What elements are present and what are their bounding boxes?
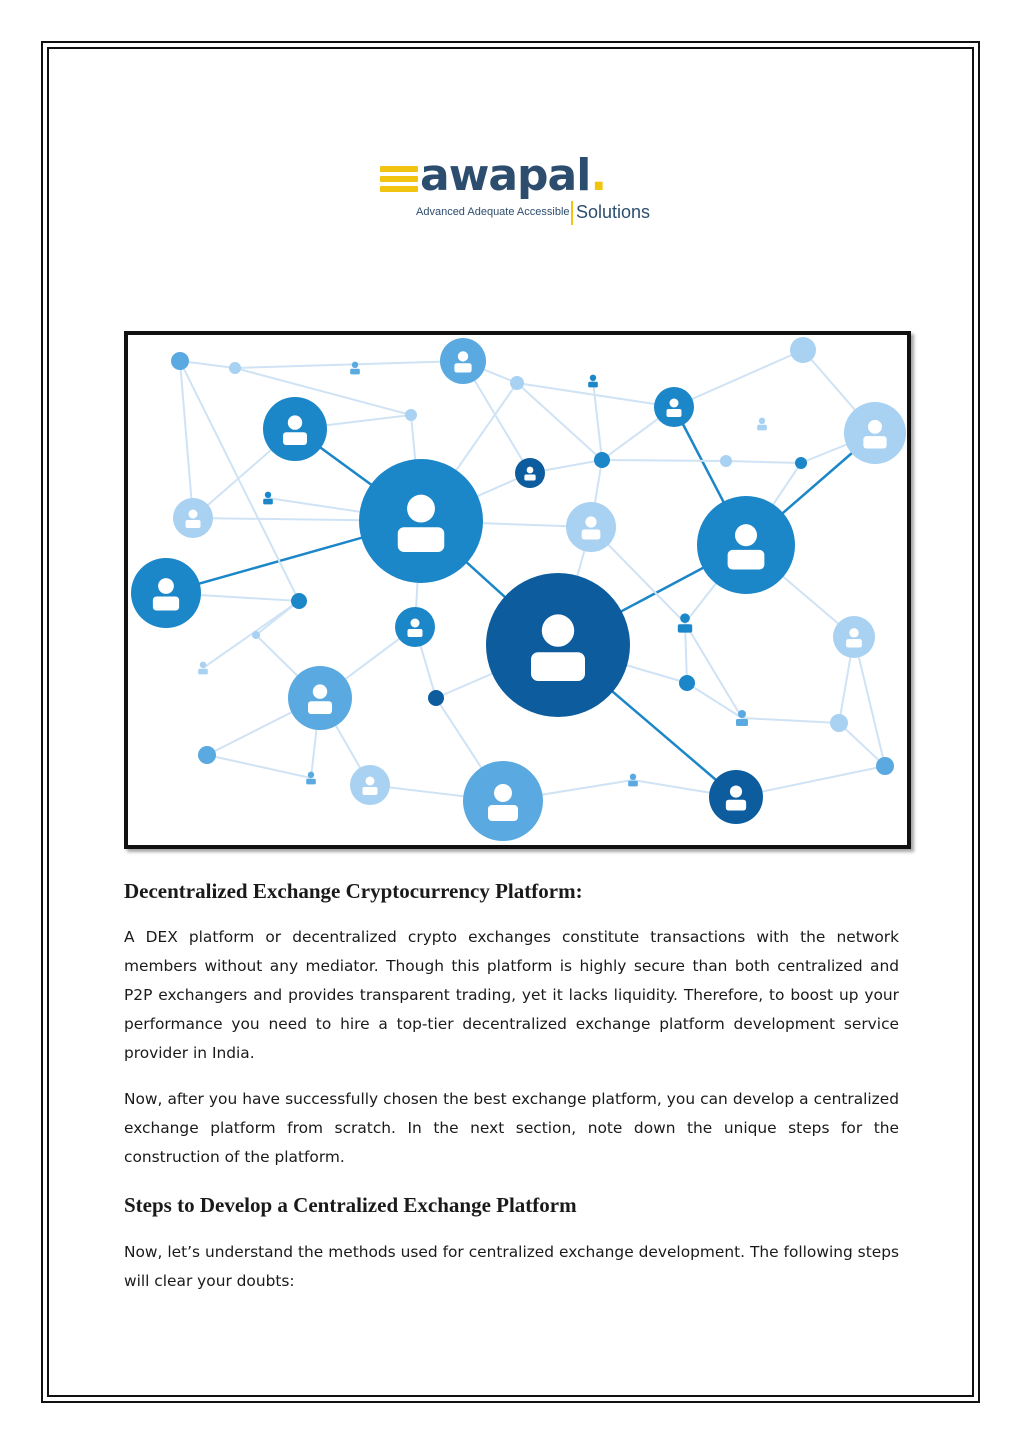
network-dot [405, 409, 417, 421]
network-link [839, 723, 885, 766]
person-head-icon [670, 399, 679, 408]
logo-separator [571, 201, 573, 225]
network-dot [720, 455, 732, 467]
paragraph-steps-intro: Now, let’s understand the methods used for centralized exchange development. The following steps will clear your doubts: [124, 1243, 899, 1290]
small-person-body-icon [263, 499, 273, 505]
network-dot [876, 757, 894, 775]
person-head-icon [458, 351, 468, 361]
person-body-icon [728, 550, 765, 570]
network-link [180, 361, 299, 601]
network-link [602, 460, 726, 461]
person-head-icon [849, 628, 858, 637]
network-link [674, 350, 803, 407]
network-dot [790, 337, 816, 363]
person-head-icon [585, 516, 596, 527]
paragraph-dex-next: Now, after you have successfully chosen the best exchange platform, you can develop a centralized exchange platform from scratch. In the next section, note down the unique steps for the construction of the platform. [124, 1090, 899, 1166]
person-head-icon [158, 578, 174, 594]
person-body-icon [408, 629, 423, 637]
person-body-icon [846, 639, 862, 647]
small-person-head-icon [590, 375, 596, 381]
network-link [207, 755, 311, 778]
person-head-icon [407, 495, 435, 523]
small-person-head-icon [738, 710, 746, 718]
small-person-body-icon [678, 624, 692, 632]
person-body-icon [283, 432, 307, 445]
person-body-icon [488, 805, 518, 821]
company-logo [380, 150, 651, 228]
logo-tagline: Advanced Adequate Accessible [416, 206, 570, 218]
person-body-icon [153, 597, 179, 611]
paragraph-dex-intro: A DEX platform or decentralized crypto exchanges constitute transactions with the network members without any mediator. Though this platform is highly secure than both centralized and P2P exchangers and provides transparent trading, yet it lacks liquidity. Therefore, to boost up your performance you need to hire a top-tier decentralized exchange platform development service provider in India. [124, 928, 899, 1062]
person-body-icon [531, 652, 585, 681]
network-dot [229, 362, 241, 374]
small-person-head-icon [759, 418, 765, 424]
person-body-icon [308, 701, 332, 714]
section-heading-dex: Decentralized Exchange Cryptocurrency Platform: [124, 879, 583, 903]
small-person-head-icon [200, 662, 206, 668]
person-head-icon [735, 524, 757, 546]
network-dot [830, 714, 848, 732]
small-person-head-icon [265, 492, 271, 498]
person-head-icon [868, 420, 882, 434]
network-link [742, 718, 839, 723]
network-dot [171, 352, 189, 370]
small-person-head-icon [308, 772, 314, 778]
small-person-head-icon [352, 362, 358, 368]
network-link [235, 368, 411, 415]
person-head-icon [313, 684, 327, 698]
network-dot [594, 452, 610, 468]
person-body-icon [667, 409, 682, 417]
network-dot [428, 690, 444, 706]
person-head-icon [494, 784, 512, 802]
network-link [685, 623, 742, 718]
person-body-icon [524, 475, 535, 481]
network-illustration [124, 331, 911, 849]
person-head-icon [366, 777, 375, 786]
small-person-body-icon [350, 369, 360, 375]
small-person-head-icon [630, 774, 636, 780]
small-person-body-icon [198, 669, 208, 675]
network-dot [252, 631, 260, 639]
person-head-icon [542, 614, 574, 646]
person-body-icon [186, 520, 201, 528]
network-link [726, 461, 801, 463]
logo-bars-icon [380, 166, 418, 192]
network-link [203, 601, 299, 668]
person-head-icon [730, 786, 742, 798]
network-dot [679, 675, 695, 691]
small-person-body-icon [306, 779, 316, 785]
person-body-icon [726, 800, 746, 811]
network-dot [510, 376, 524, 390]
network-people-graphic [128, 335, 907, 845]
small-person-body-icon [757, 425, 767, 431]
network-link [687, 683, 742, 718]
small-person-body-icon [628, 781, 638, 787]
person-head-icon [527, 467, 534, 474]
small-person-body-icon [588, 382, 598, 388]
network-dot [795, 457, 807, 469]
logo-solutions: Solutions [576, 202, 651, 222]
logo-wordmark: awapal. [420, 150, 607, 201]
person-body-icon [454, 363, 471, 372]
person-head-icon [411, 619, 420, 628]
network-link [235, 361, 463, 368]
section-heading-steps: Steps to Develop a Centralized Exchange Platform [124, 1193, 577, 1217]
network-link [593, 381, 602, 460]
network-dot [198, 746, 216, 764]
person-body-icon [863, 436, 886, 448]
person-body-icon [363, 787, 378, 795]
person-body-icon [398, 527, 445, 552]
network-dot [291, 593, 307, 609]
person-head-icon [189, 510, 198, 519]
small-person-body-icon [736, 719, 748, 726]
person-body-icon [582, 530, 601, 540]
small-person-head-icon [680, 613, 690, 623]
person-head-icon [288, 415, 302, 429]
